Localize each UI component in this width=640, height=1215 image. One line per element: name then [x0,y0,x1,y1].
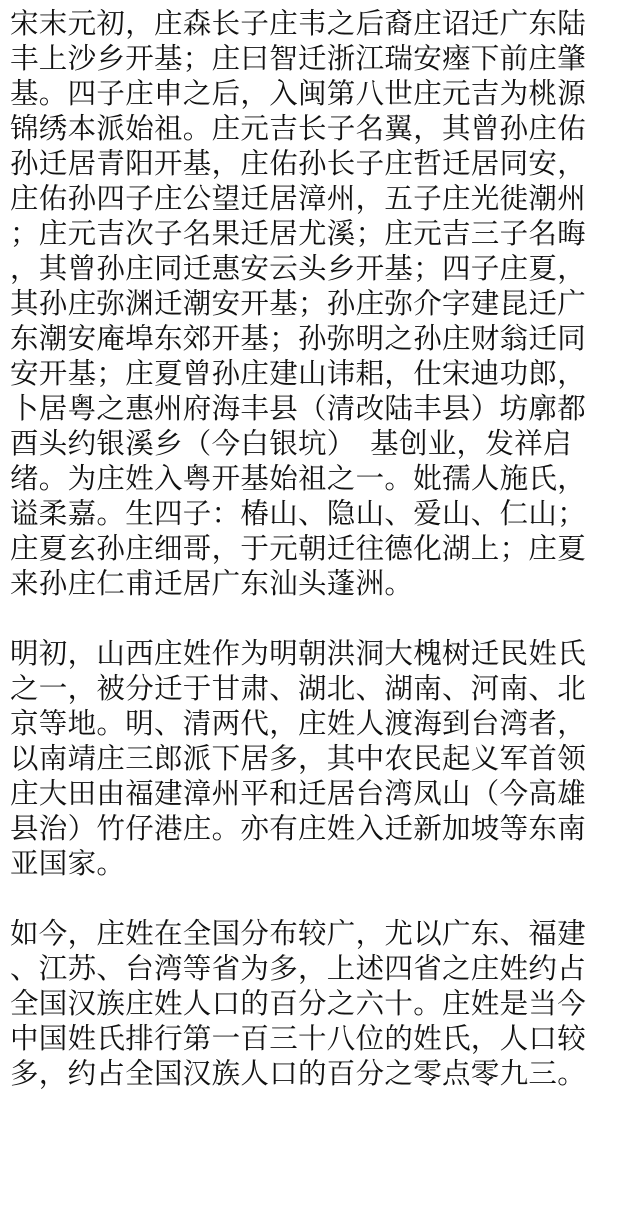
text-line: 东潮安庵埠东郊开基；孙弥明之孙庄财翁迁同 [10,322,587,355]
text-line: 其孙庄弥渊迁潮安开基；孙庄弥介字建昆迁广 [10,287,587,320]
text-line: 多，约占全国汉族人口的百分之零点零九三。 [10,1057,587,1090]
paragraph-gap [10,601,632,636]
text-line: 明初，山西庄姓作为明朝洪洞大槐树迁民姓氏 [10,637,587,670]
document-body [10,6,632,1091]
text-line: 庄夏玄孙庄细哥，于元朝迁往德化湖上；庄夏 [10,532,587,565]
paragraph-3 [10,916,632,1091]
text-line: 京等地。明、清两代，庄姓人渡海到台湾者， [10,707,587,740]
text-line: 县治）竹仔港庄。亦有庄姓入迁新加坡等东南 [10,812,587,845]
paragraph-1 [10,6,632,601]
text-line: 卜居粤之惠州府海丰县（清改陆丰县）坊廓都 [10,392,587,425]
text-line: 庄大田由福建漳州平和迁居台湾凤山（今高雄 [10,777,587,810]
text-line: 全国汉族庄姓人口的百分之六十。庄姓是当今 [10,987,587,1020]
text-line: 酉头约银溪乡（今白银坑） 基创业，发祥启 [10,427,572,460]
text-line: 庄佑孙四子庄公望迁居漳州，五子庄光徙潮州 [10,182,587,215]
text-line: 亚国家。 [10,847,126,880]
text-line: 中国姓氏排行第一百三十八位的姓氏，人口较 [10,1022,587,1055]
text-line: 之一，被分迁于甘肃、湖北、湖南、河南、北 [10,672,587,705]
text-line: 谥柔嘉。生四子：椿山、隐山、爱山、仁山； [10,497,587,530]
text-line: 以南靖庄三郎派下居多，其中农民起义军首领 [10,742,587,775]
text-line: 丰上沙乡开基；庄曰智迁浙江瑞安瘞下前庄肇 [10,42,587,75]
text-line: 锦绣本派始祖。庄元吉长子名翼，其曾孙庄佑 [10,112,587,145]
text-line: ；庄元吉次子名果迁居尤溪；庄元吉三子名晦 [10,217,587,250]
text-line: 基。四子庄申之后，入闽第八世庄元吉为桃源 [10,77,587,110]
text-line: 如今，庄姓在全国分布较广，尤以广东、福建 [10,917,587,950]
paragraph-gap [10,881,632,916]
text-line: 孙迁居青阳开基，庄佑孙长子庄哲迁居同安， [10,147,587,180]
text-line: 绪。为庄姓入粤开基始祖之一。妣孺人施氏， [10,462,587,495]
text-line: 安开基；庄夏曾孙庄建山讳耜，仕宋迪功郎， [10,357,587,390]
paragraph-2 [10,636,632,881]
text-line: 、江苏、台湾等省为多，上述四省之庄姓约占 [10,952,587,985]
text-line: 宋末元初，庄森长子庄韦之后裔庄诏迁广东陆 [10,7,587,40]
text-line: ，其曾孙庄同迁惠安云头乡开基；四子庄夏， [10,252,587,285]
text-line: 来孙庄仁甫迁居广东汕头蓬洲。 [10,567,414,600]
